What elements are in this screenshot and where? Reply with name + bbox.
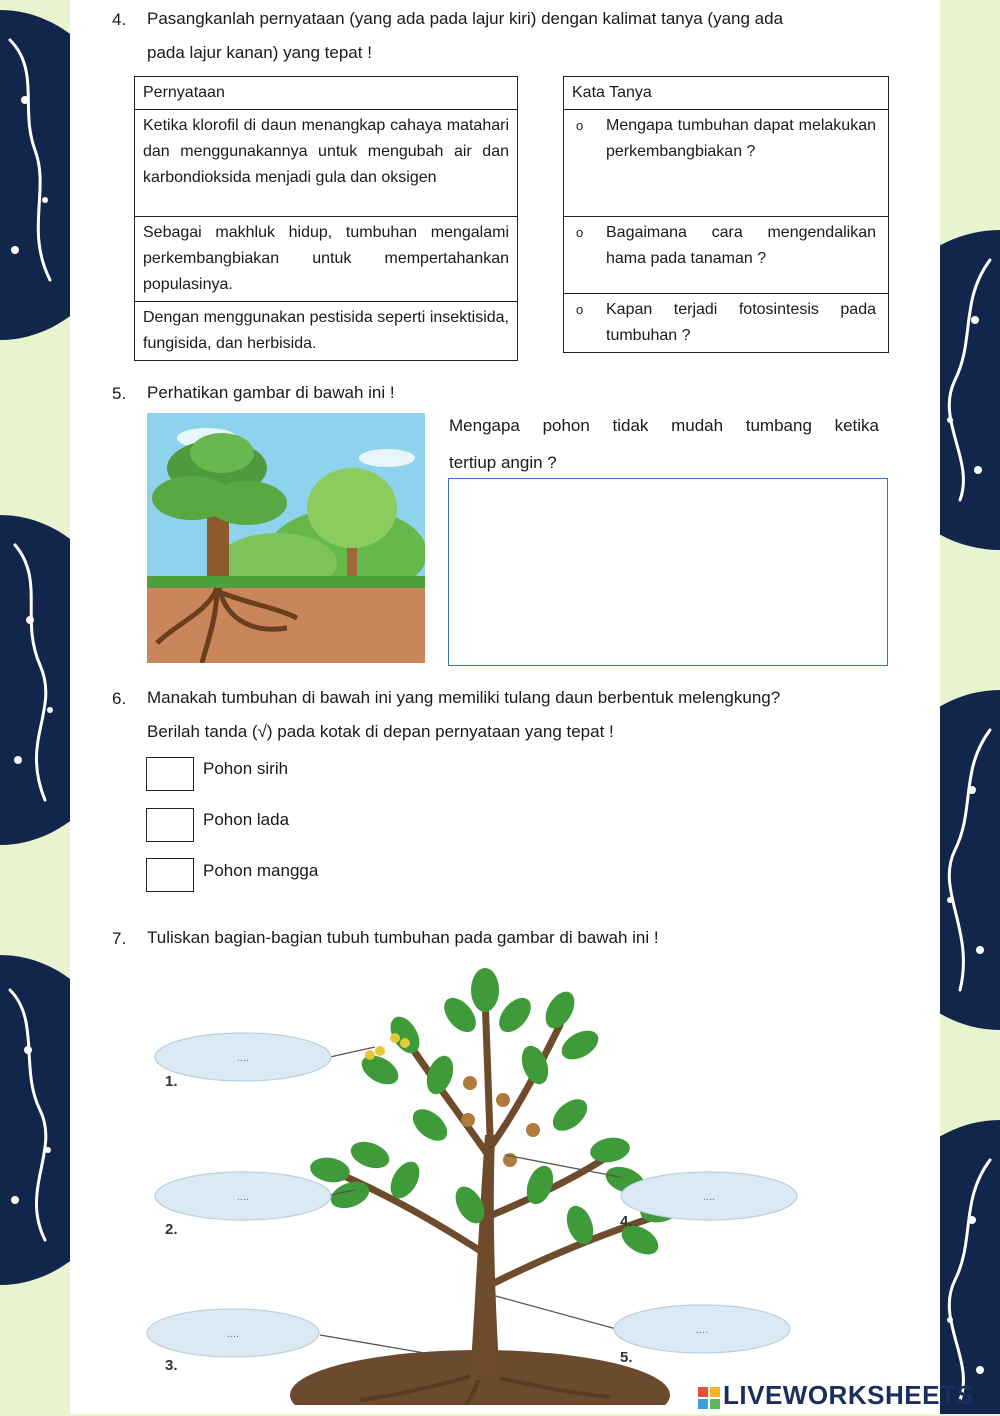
part-number-label: 5.: [620, 1349, 633, 1366]
question-word-header: Kata Tanya: [564, 77, 889, 110]
q4-line-2: pada lajur kanan) yang tepat !: [147, 43, 372, 62]
statement-header: Pernyataan: [135, 77, 518, 110]
part-number-label: 4.: [620, 1213, 633, 1230]
question-word-row[interactable]: [564, 110, 889, 217]
q6-number: 6.: [112, 689, 127, 708]
question-word-text: Kapan terjadi fotosintesis pada tumbuhan ?: [606, 301, 876, 344]
q6-line-2: Berilah tanda (√) pada kotak di depan pernyataan yang tepat !: [147, 722, 614, 741]
q5-instruction: Perhatikan gambar di bawah ini !: [147, 383, 395, 402]
option-label: Pohon sirih: [203, 759, 289, 778]
question-word-row[interactable]: [564, 217, 889, 294]
q5-question-line-1: Mengapa pohon tidak mudah tumbang ketika: [449, 416, 879, 435]
q7-instruction: Tuliskan bagian-bagian tubuh tumbuhan pada gambar di bawah ini !: [147, 928, 659, 947]
question-word-table: [563, 76, 889, 353]
tree-roots-illustration: [147, 413, 425, 663]
bullet-marker: o: [576, 225, 584, 240]
question-word-text: Bagaimana cara mengendalikan hama pada tanaman ?: [606, 224, 876, 267]
option-label: Pohon mangga: [203, 861, 319, 880]
statement-table: [134, 76, 518, 361]
logo-text: LIVEWORKSHEETS: [723, 1380, 975, 1410]
checkbox-pohon-mangga[interactable]: [146, 858, 194, 892]
oval-placeholder: ....: [226, 1328, 240, 1340]
part-number-label: 1.: [165, 1073, 178, 1090]
option-label: Pohon lada: [203, 810, 290, 829]
part-number-label: 3.: [165, 1357, 178, 1374]
question-word-row[interactable]: [564, 294, 889, 353]
oval-placeholder: ....: [695, 1324, 709, 1336]
part-number-label: 2.: [165, 1221, 178, 1238]
liveworksheets-icon: [698, 1385, 720, 1407]
q7-number: 7.: [112, 929, 127, 948]
oval-placeholder: ....: [236, 1052, 250, 1064]
q5-number: 5.: [112, 384, 127, 403]
liveworksheets-logo: [698, 1380, 974, 1411]
oval-placeholder: ....: [702, 1191, 716, 1203]
statement-row[interactable]: Ketika klorofil di daun menangkap cahaya matahari dan menggunakannya untuk mengubah air dan karbondioksida menjadi gula dan oksigen: [135, 110, 518, 217]
q4-number: 4.: [112, 10, 127, 29]
statement-row[interactable]: Sebagai makhluk hidup, tumbuhan mengalami perkembangbiakan untuk mempertahankan populasinya.: [135, 217, 518, 302]
q5-answer-box[interactable]: [448, 478, 888, 666]
q5-question-line-2: tertiup angin ?: [449, 453, 557, 472]
statement-row[interactable]: Dengan menggunakan pestisida seperti insektisida, fungisida, dan herbisida.: [135, 302, 518, 361]
q4-line-1: Pasangkanlah pernyataan (yang ada pada lajur kiri) dengan kalimat tanya (yang ada: [147, 9, 784, 28]
oval-placeholder: ....: [236, 1191, 250, 1203]
checkbox-pohon-sirih[interactable]: [146, 757, 194, 791]
plant-parts-diagram: [140, 955, 820, 1405]
q4-instruction: [147, 2, 887, 70]
bullet-marker: o: [576, 118, 584, 133]
question-word-text: Mengapa tumbuhan dapat melakukan perkembangbiakan ?: [606, 117, 876, 160]
q6-line-1: Manakah tumbuhan di bawah ini yang memiliki tulang daun berbentuk melengkung?: [147, 688, 781, 707]
bullet-marker: o: [576, 302, 584, 317]
checkbox-pohon-lada[interactable]: [146, 808, 194, 842]
